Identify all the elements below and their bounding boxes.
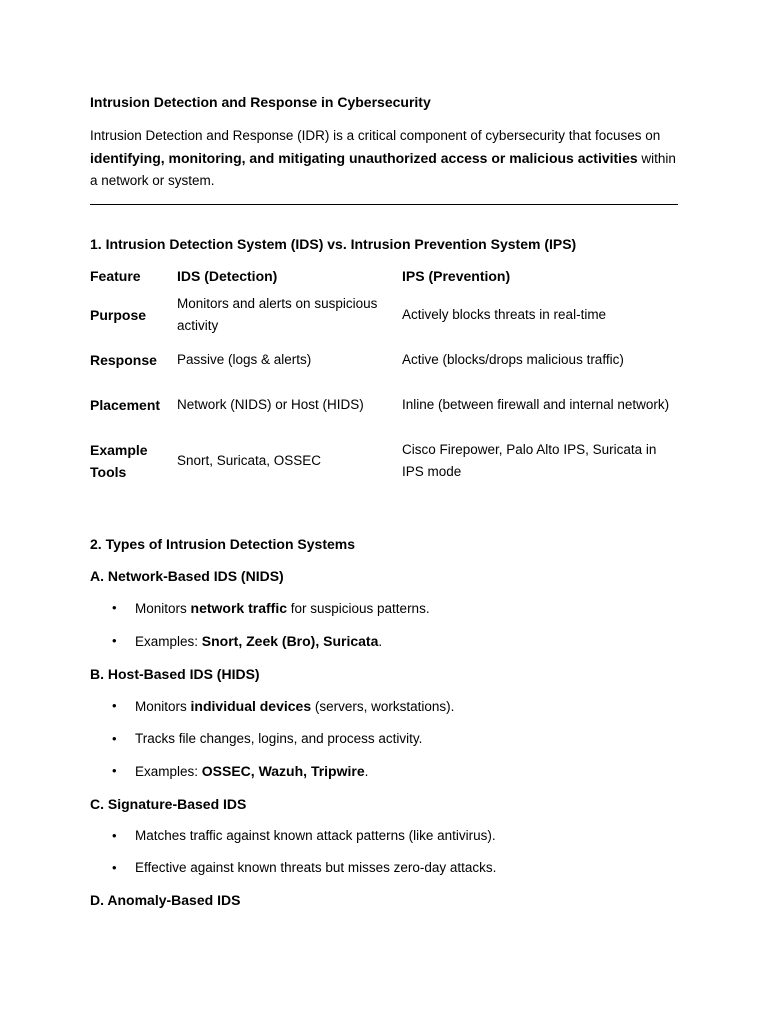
signature-list — [90, 827, 678, 877]
list-item-text: for suspicious patterns. — [287, 601, 430, 616]
list-item: • Effective against known threats but misses zero-day attacks. — [90, 859, 678, 877]
document-body — [90, 93, 678, 909]
section-2-heading: 2. Types of Intrusion Detection Systems — [90, 536, 356, 552]
list-item-text: . — [378, 634, 383, 649]
list-item: • Tracks file changes, logins, and process activity. — [90, 730, 678, 748]
list-item-text: Examples: — [135, 764, 202, 779]
row-label-response: Response — [90, 352, 157, 368]
row-label-placement: Placement — [90, 397, 161, 413]
table-row — [90, 292, 678, 338]
list-item — [90, 599, 678, 618]
nids-list — [90, 599, 678, 651]
table-row — [90, 338, 678, 382]
intro-paragraph — [90, 125, 678, 192]
subsection-signature-heading: C. Signature-Based IDS — [90, 796, 247, 812]
list-item — [90, 762, 678, 781]
header-ips: IPS (Prevention) — [402, 268, 511, 284]
cell-ids-placement: Network (NIDS) or Host (HIDS) — [177, 397, 364, 412]
list-item-bold: network traffic — [190, 600, 287, 616]
ids-vs-ips-table — [90, 260, 678, 494]
cell-ips-purpose: Actively blocks threats in real-time — [402, 307, 607, 322]
list-item-bold: OSSEC, Wazuh, Tripwire — [201, 763, 365, 779]
cell-ips-response: Active (blocks/drops malicious traffic) — [402, 352, 624, 367]
cell-ips-placement: Inline (between firewall and internal network) — [402, 397, 670, 412]
list-item: • Matches traffic against known attack patterns (like antivirus). — [90, 827, 678, 845]
table-row — [90, 382, 678, 428]
list-item-text: Monitors — [135, 699, 191, 714]
section-1-heading: 1. Intrusion Detection System (IDS) vs. Intrusion Prevention System (IPS) — [90, 236, 577, 252]
header-ids: IDS (Detection) — [177, 268, 278, 284]
list-item-text: (servers, workstations). — [311, 699, 455, 714]
table-row — [90, 428, 678, 494]
row-label-purpose: Purpose — [90, 307, 147, 323]
list-item-bold: Snort, Zeek (Bro), Suricata — [201, 633, 379, 649]
table-header-row — [90, 260, 678, 292]
intro-text-bold: identifying, monitoring, and mitigating unauthorized access or malicious activities — [90, 150, 638, 166]
subsection-hids-heading: B. Host-Based IDS (HIDS) — [90, 666, 260, 682]
list-item — [90, 697, 678, 716]
hids-list — [90, 697, 678, 781]
cell-ips-example-tools: Cisco Firepower, Palo Alto IPS, Suricata in IPS mode — [402, 442, 657, 479]
row-label-example-tools: Example Tools — [90, 442, 148, 480]
list-item-text: Examples: — [135, 634, 202, 649]
document-title: Intrusion Detection and Response in Cybersecurity — [90, 94, 431, 110]
list-item-text: Monitors — [135, 601, 191, 616]
header-feature: Feature — [90, 268, 141, 284]
intro-text-start: Intrusion Detection and Response (IDR) is a critical component of cybersecurity that focuses on — [90, 128, 661, 143]
list-item — [90, 632, 678, 651]
horizontal-divider — [90, 204, 678, 205]
list-item-text: . — [364, 764, 369, 779]
intro-text-end: within a network or system. — [90, 151, 676, 188]
list-item-bold: individual devices — [190, 698, 312, 714]
cell-ids-purpose: Monitors and alerts on suspicious activity — [177, 296, 378, 333]
cell-ids-example-tools: Snort, Suricata, OSSEC — [177, 453, 322, 468]
cell-ids-response: Passive (logs & alerts) — [177, 352, 312, 367]
subsection-nids-heading: A. Network-Based IDS (NIDS) — [90, 568, 284, 584]
subsection-anomaly-heading: D. Anomaly-Based IDS — [90, 892, 241, 908]
